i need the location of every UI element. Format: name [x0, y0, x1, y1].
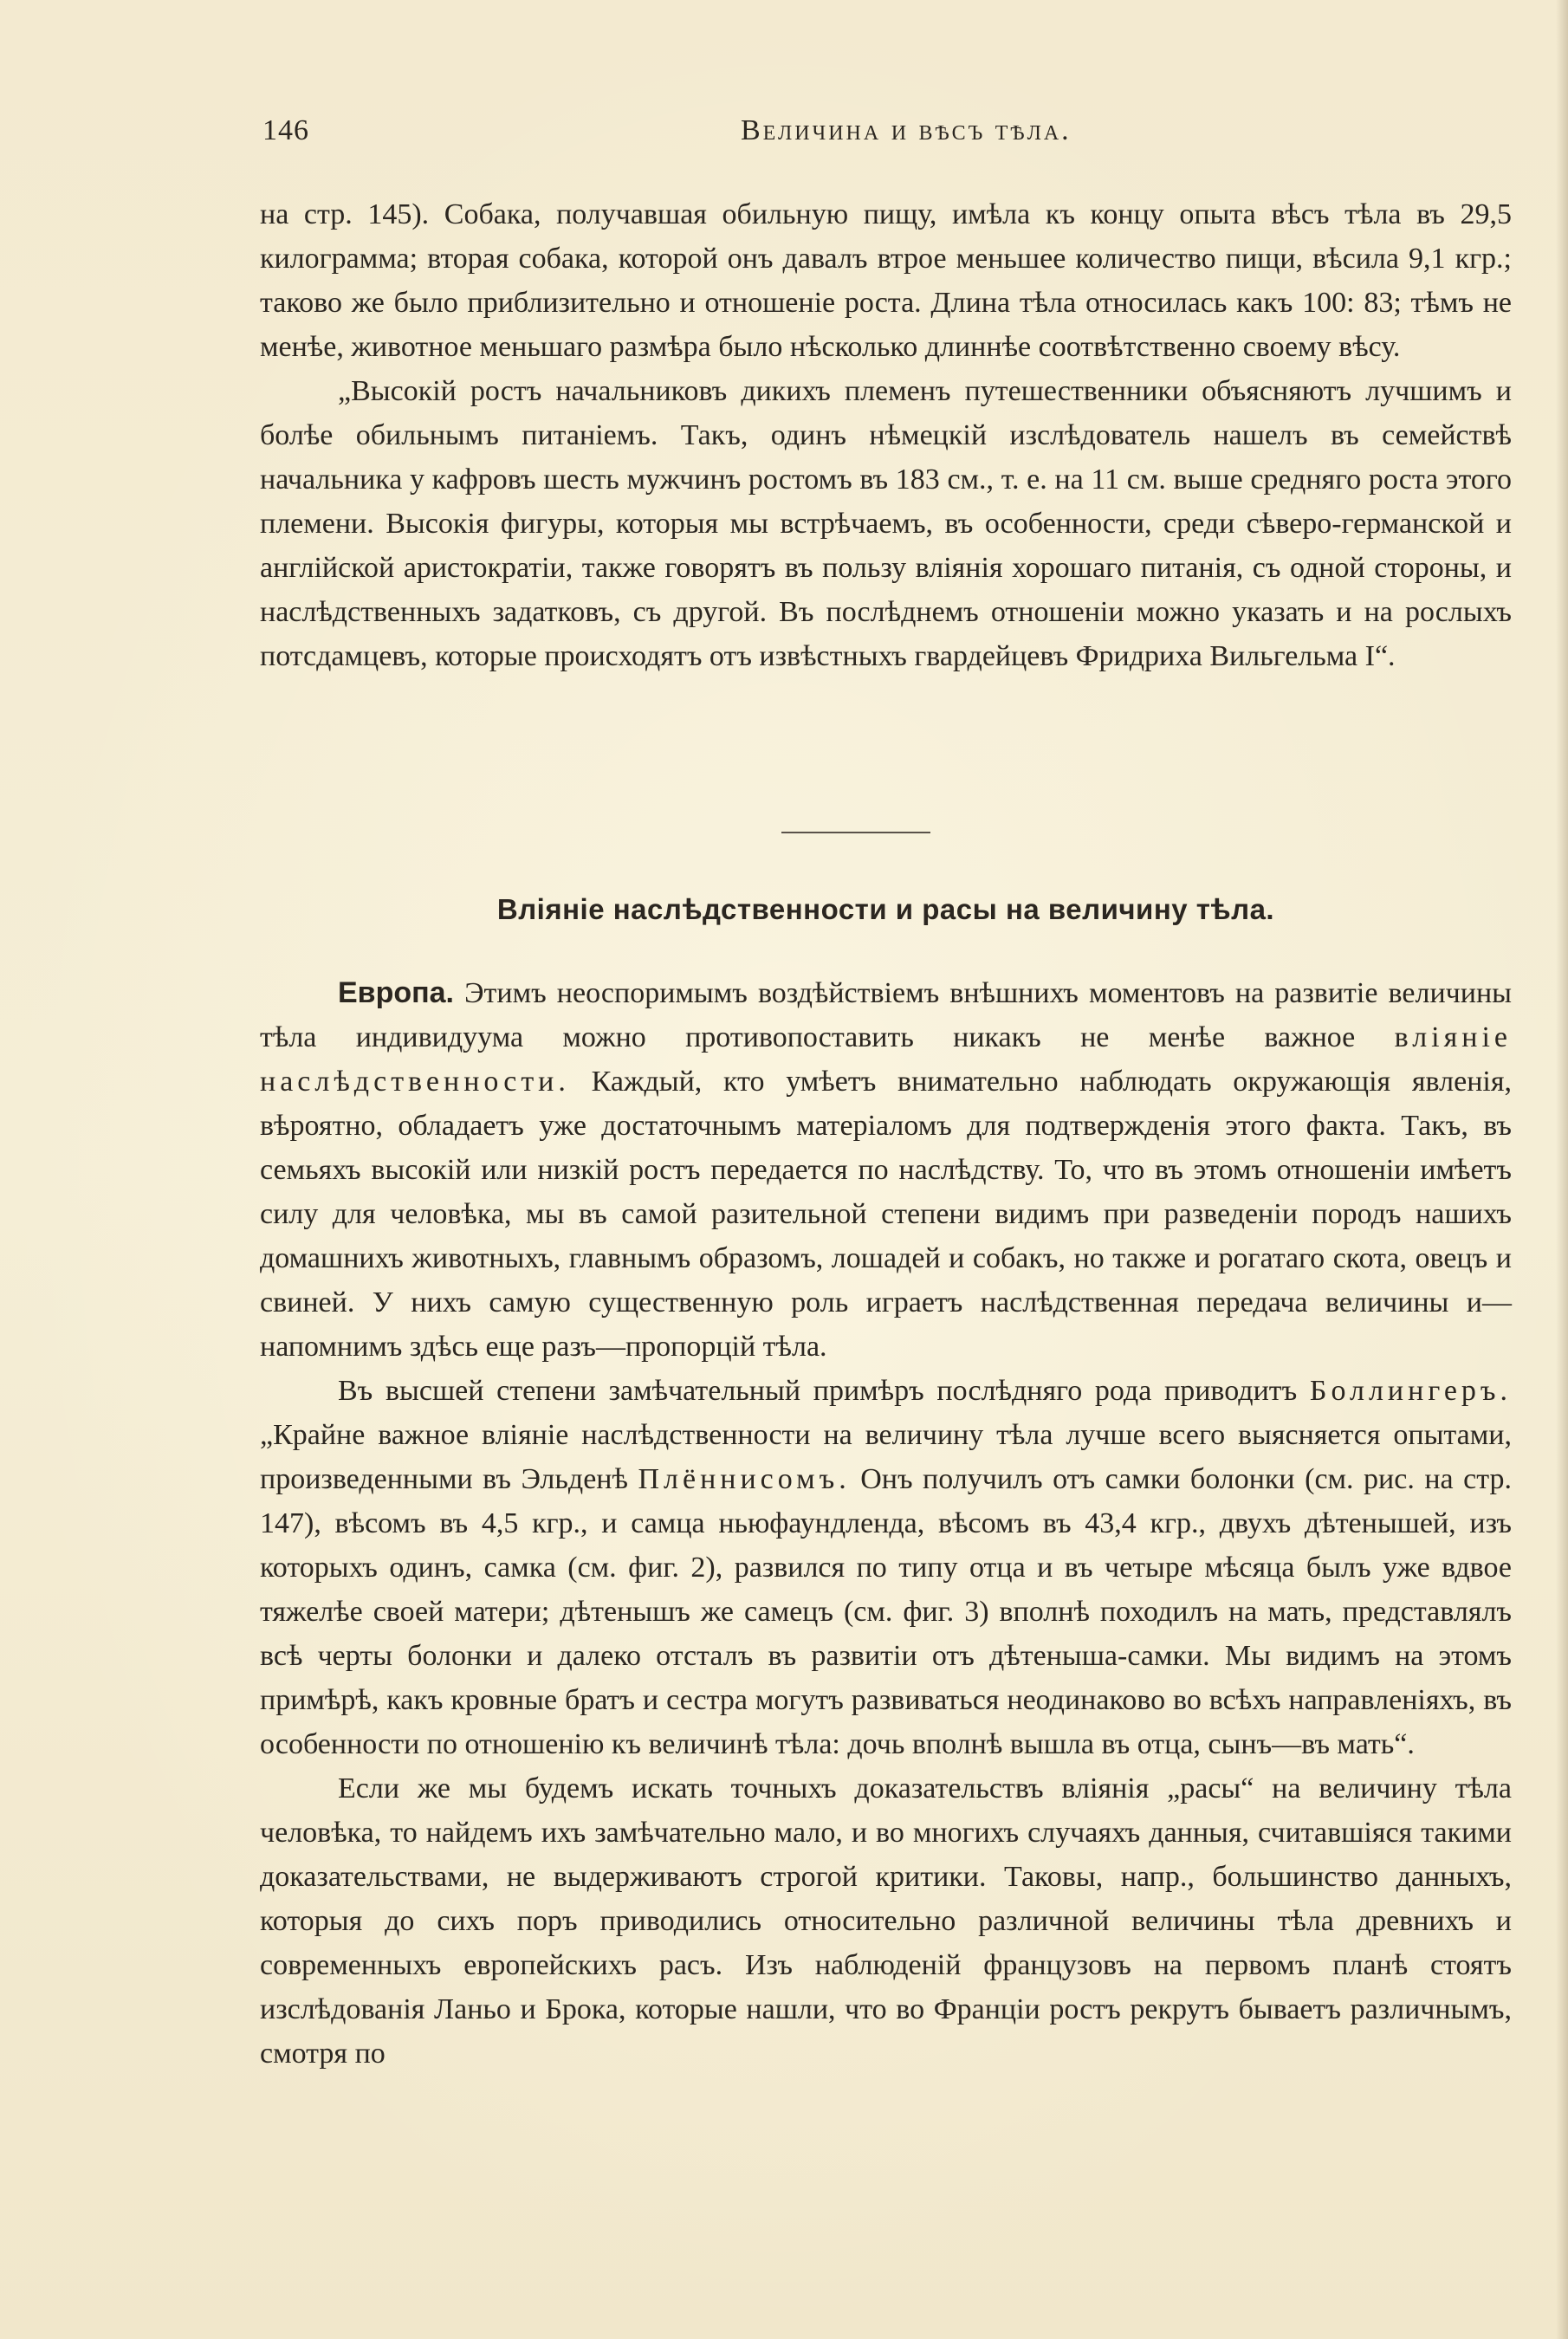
paragraph-europe — [260, 971, 1512, 1369]
paragraph-tall-chiefs: „Высокій ростъ начальниковъ дикихъ племенъ путешественники объясняютъ лучшимъ и болѣе обильнымъ питаніемъ. Такъ, одинъ нѣмецкій изслѣдователь нашелъ въ семействѣ начальника у кафровъ шесть мужчинъ ростомъ въ 183 см., т. е. на 11 см. выше средняго роста этого племени. Высокія фигуры, которыя мы встрѣчаемъ, въ особенности, среди сѣверо-германской и англійской аристократіи, также говорятъ въ пользу вліянія хорошаго питанія, съ одной стороны, и наслѣдственныхъ задатковъ, съ другой. Въ послѣднемъ отношеніи можно указать и на рослыхъ потсдамцевъ, которые происходятъ отъ извѣстныхъ гвардейцевъ Фридриха Вильгельма I“. — [260, 375, 1512, 672]
paragraph-text: , которые нашли, что во Франціи ростъ рекрутъ бываетъ различнымъ, смотря по — [260, 1993, 1512, 2070]
paragraph-text: Если же мы будемъ искать точныхъ доказательствъ вліянія „расы“ на величину тѣла человѣка, то найдемъ ихъ замѣчательно мало, и во многихъ случаяхъ данныя, считавшіяся такими доказательствами, не выдерживаютъ строгой критики. Таковы, напр., большинство данныхъ, которыя до сихъ поръ приводились относительно различной величины тѣла древнихъ и современныхъ европейскихъ расъ. Изъ наблюденій французовъ на первомъ планѣ стоятъ изслѣдованія — [260, 1772, 1512, 2025]
paragraph-text: Каждый, кто умѣетъ внимательно наблюдать окружающія явленія, вѣроятно, обладаетъ уже достаточнымъ матеріаломъ для подтвержденія этого факта. Такъ, въ семьяхъ высокій или низкій ростъ передается по наслѣдству. То, что въ этомъ отношеніи имѣетъ силу для человѣка, мы въ самой разительной степени видимъ при разведеніи породъ нашихъ домашнихъ животныхъ, главнымъ образомъ, лошадей и собакъ, но также и рогатаго скота, овецъ и свиней. У нихъ самую существенную роль играетъ наслѣдственная передача величины и—напомнимъ здѣсь еще разъ—пропорцій тѣла. — [260, 1066, 1512, 1363]
paragraph-race — [260, 1766, 1512, 2076]
paragraph-text: Онъ получилъ отъ самки болонки (см. рис. на стр. 147), вѣсомъ въ 4,5 кгр., и самца ньюфаундленда, вѣсомъ въ 43,4 кгр., двухъ дѣтенышей, изъ которыхъ одинъ, самка (см. фиг. 2), развился по типу отца и въ четыре мѣсяца былъ уже вдвое тяжелѣе своей матери; дѣтенышъ же самецъ (см. фиг. 3) вполнѣ походилъ на мать, представлялъ всѣ черты болонки и далеко отсталъ въ развитіи отъ дѣтеныша-самки. Мы видимъ на этомъ примѣрѣ, какъ кровные братъ и сестра могутъ развиваться неодинаково во всѣхъ направленіяхъ, въ особенности по отношенію къ величинѣ тѣла: дочь вполнѣ вышла въ отца, сынъ—въ мать“. — [260, 1463, 1512, 1760]
paragraph-text: Этимъ неоспоримымъ воздѣйствіемъ внѣшнихъ моментовъ на развитіе величины тѣла индивидуума можно противопоставить никакъ не менѣе важное — [260, 977, 1512, 1053]
paragraph-text: Въ высшей степени замѣчательный примѣръ послѣдняго рода приводитъ — [338, 1375, 1310, 1407]
text-block-top — [260, 192, 1512, 678]
text-block-bottom — [260, 971, 1512, 2076]
page-header — [262, 114, 1510, 158]
author-name: Ланьо — [434, 1993, 511, 2025]
section-separator — [781, 832, 930, 833]
paragraph-dog-experiment: на стр. 145). Собака, получавшая обильную пищу, имѣла къ концу опыта вѣсъ тѣла въ 29,5 килограмма; вторая собака, которой онъ давалъ втрое меньшее количество пищи, вѣсила 9,1 кгр.; таково же было приблизительно и отношеніе роста. Длина тѣла относилась какъ 100: 83; тѣмъ не менѣе, животное меньшаго размѣра было нѣсколько длиннѣе соотвѣтственно своему вѣсу. — [260, 198, 1512, 363]
author-name: Брока — [545, 1993, 619, 2025]
running-title: Величина и вѣсъ тѣла. — [741, 114, 1072, 146]
paragraph-text: и — [510, 1993, 546, 2025]
author-name: Плённисомъ. — [638, 1463, 851, 1495]
run-in-heading: Европа. — [338, 976, 455, 1009]
page-number: 146 — [262, 114, 309, 146]
author-name: Боллингеръ. — [1309, 1375, 1512, 1407]
emphasized-term: вліяніе наслѣдственности. — [260, 1021, 1512, 1098]
paragraph-text: „Крайне важное вліяніе наслѣдственности на величину тѣла лучше всего выясняется опытами, произведенными въ Эльденѣ — [260, 1419, 1512, 1495]
paragraph-bollinger — [260, 1369, 1512, 1766]
section-heading: Вліяніе наслѣдственности и расы на величину тѣла. — [496, 893, 1275, 925]
page-edge-shadow — [1556, 0, 1568, 2339]
